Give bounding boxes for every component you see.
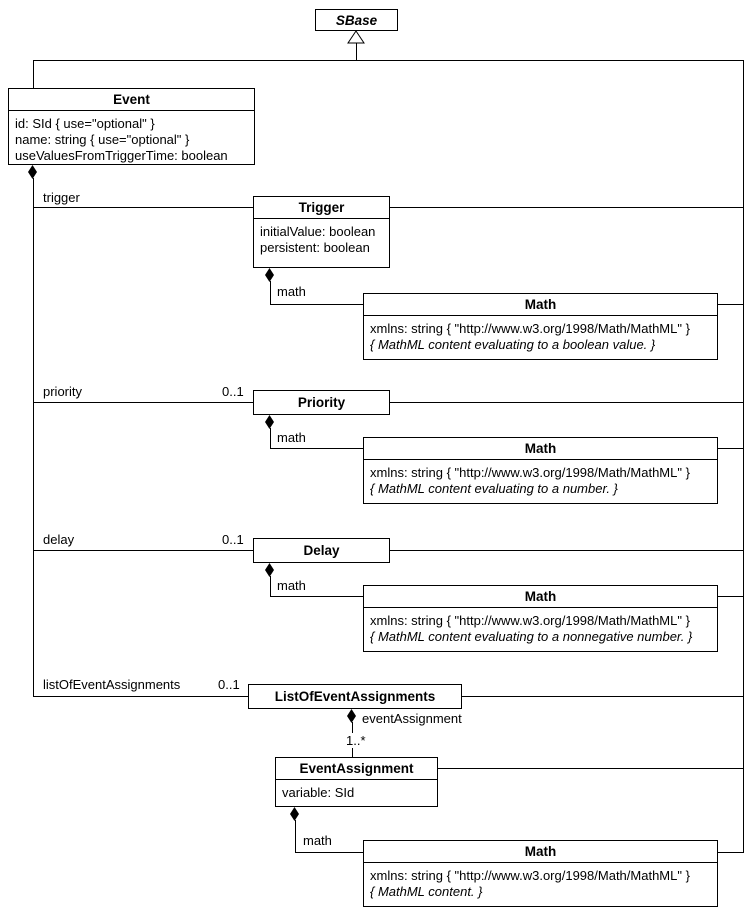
class-priority: [253, 390, 390, 415]
class-event: [8, 88, 255, 165]
role-label-delay: delay: [43, 532, 75, 547]
multiplicity-label-event-assignment: 1..*: [346, 733, 366, 748]
composition-diamond-icon: [265, 415, 274, 429]
inheritance-line-delay: [390, 550, 743, 551]
class-title: Priority: [297, 395, 346, 410]
composition-line-ea-math: [295, 820, 296, 852]
multiplicity-label-list: 0..1: [218, 677, 240, 692]
composition-diamond-icon: [265, 268, 274, 282]
inheritance-line-ea-math: [718, 852, 743, 853]
generalization-line: [356, 43, 357, 60]
class-constraint-note: { MathML content evaluating to a number. }: [370, 481, 618, 496]
class-constraint-note: { MathML content. }: [370, 884, 483, 899]
inheritance-line-delay-math: [718, 596, 743, 597]
inheritance-line-priority: [390, 402, 743, 403]
composition-line-delay-math: [270, 596, 363, 597]
composition-line-trigger-math: [270, 304, 363, 305]
inheritance-bus-line: [33, 60, 744, 61]
composition-branch-priority: [33, 402, 253, 403]
class-priority-math: [363, 437, 718, 504]
composition-diamond-icon: [265, 563, 274, 577]
class-title: Delay: [303, 543, 340, 558]
role-label-list: listOfEventAssignments: [43, 677, 181, 692]
composition-branch-delay: [33, 550, 253, 551]
role-label-ea-math: math: [303, 833, 332, 848]
role-label-trigger: trigger: [43, 190, 80, 205]
class-title: Math: [364, 438, 717, 460]
inheritance-line-event: [33, 60, 34, 88]
class-attributes: [364, 460, 717, 497]
class-attributes: [364, 863, 717, 900]
class-constraint-note: { MathML content evaluating to a boolean value. }: [370, 337, 656, 352]
inheritance-line-list: [462, 696, 743, 697]
class-delay: [253, 538, 390, 563]
role-label-trigger-math: math: [277, 284, 306, 299]
class-trigger-math: [363, 293, 718, 360]
composition-diamond-icon: [347, 709, 356, 723]
role-label-delay-math: math: [277, 578, 306, 593]
role-label-priority-math: math: [277, 430, 306, 445]
class-attributes: [254, 219, 389, 256]
composition-line-priority-math: [270, 428, 271, 448]
multiplicity-label-delay: 0..1: [222, 532, 244, 547]
role-label-event-assignment: eventAssignment: [362, 711, 462, 726]
class-list-of-event-assignments: [248, 684, 462, 709]
class-attribute: initialValue: boolean: [260, 224, 376, 239]
class-attribute: xmlns: string { "http://www.w3.org/1998/Math/MathML" }: [370, 465, 690, 480]
class-title: Trigger: [254, 197, 389, 219]
class-attribute: xmlns: string { "http://www.w3.org/1998/Math/MathML" }: [370, 321, 690, 336]
composition-line-delay-math: [270, 576, 271, 596]
class-attributes: [364, 608, 717, 645]
inheritance-line-trigger-math: [718, 304, 743, 305]
class-event-assignment-math: [363, 840, 718, 907]
class-attributes: [276, 780, 437, 801]
class-attribute: useValuesFromTriggerTime: boolean: [15, 148, 228, 163]
class-trigger: [253, 196, 390, 268]
class-title: Math: [364, 586, 717, 608]
inheritance-line-priority-math: [718, 448, 743, 449]
class-attribute: xmlns: string { "http://www.w3.org/1998/Math/MathML" }: [370, 613, 690, 628]
generalization-triangle-icon: [347, 30, 365, 44]
class-attribute: name: string { use="optional" }: [15, 132, 190, 147]
class-delay-math: [363, 585, 718, 652]
composition-line-ea-math: [295, 852, 363, 853]
class-title: EventAssignment: [276, 758, 437, 780]
composition-branch-trigger: [33, 207, 253, 208]
class-constraint-note: { MathML content evaluating to a nonnegative number. }: [370, 629, 693, 644]
class-attributes: [9, 111, 254, 164]
multiplicity-label-priority: 0..1: [222, 384, 244, 399]
composition-branch-list: [33, 696, 248, 697]
class-title: Math: [364, 294, 717, 316]
class-attribute: persistent: boolean: [260, 240, 370, 255]
composition-diamond-icon: [290, 807, 299, 821]
class-attribute: variable: SId: [282, 785, 355, 800]
inheritance-line-event-assignment: [438, 768, 743, 769]
class-attribute: id: SId { use="optional" }: [15, 116, 155, 131]
inheritance-bus-right-line: [743, 60, 744, 853]
class-sbase: [315, 9, 398, 31]
composition-diamond-icon: [28, 165, 37, 179]
class-event-assignment: [275, 757, 438, 807]
composition-line-event: [33, 178, 34, 697]
composition-line-trigger-math: [270, 281, 271, 304]
class-attribute: xmlns: string { "http://www.w3.org/1998/Math/MathML" }: [370, 868, 690, 883]
inheritance-line-trigger: [390, 207, 743, 208]
class-title: Event: [9, 89, 254, 111]
class-attributes: [364, 316, 717, 353]
class-title: ListOfEventAssignments: [274, 689, 436, 704]
class-title: Math: [364, 841, 717, 863]
composition-line-priority-math: [270, 448, 363, 449]
class-title: SBase: [335, 12, 378, 28]
role-label-priority: priority: [43, 384, 83, 399]
